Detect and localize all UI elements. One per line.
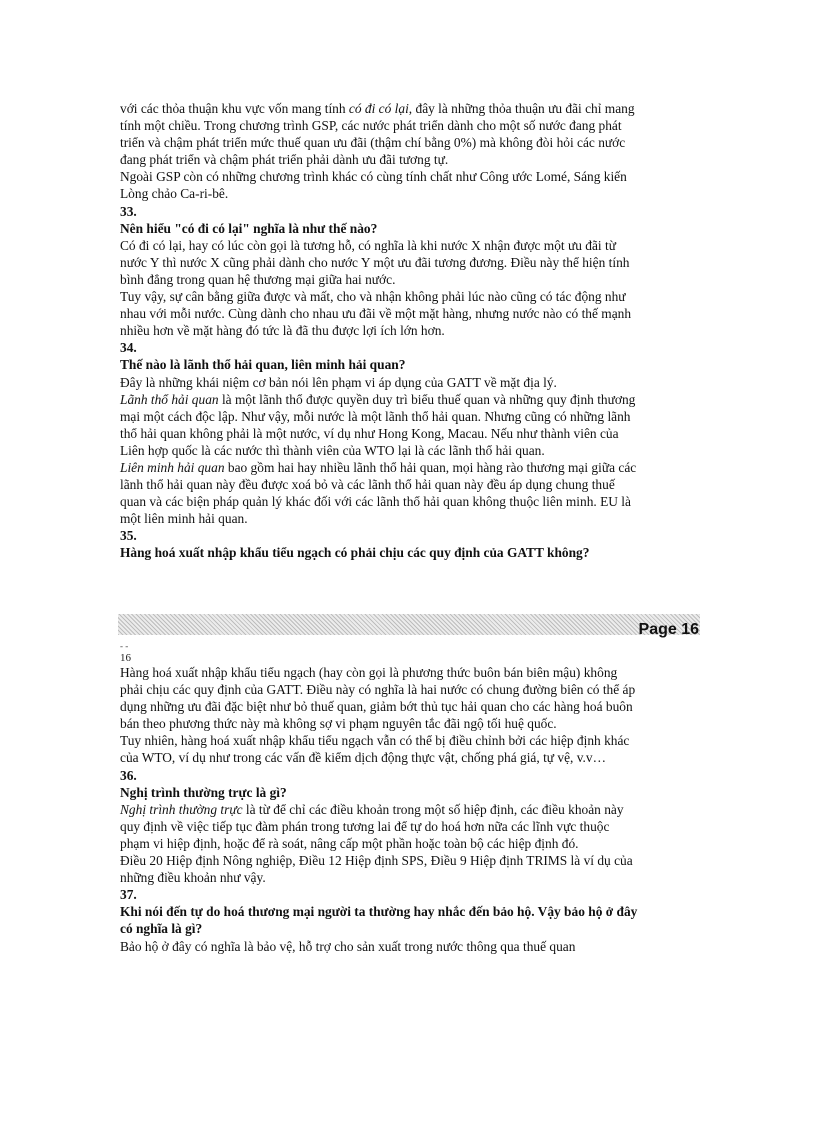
paragraph: Đây là những khái niệm cơ bản nói lên phạm vi áp dụng của GATT về mặt địa lý.: [120, 374, 557, 390]
paragraph: Ngoài GSP còn có những chương trình khác có cùng tính chất như Công ước Lomé, Sáng kiến Lòng chảo Ca-ri-bê.: [120, 169, 627, 202]
paragraph: Có đi có lại, hay có lúc còn gọi là tương hỗ, có nghĩa là khi nước X nhận được một ưu đãi từ nước Y thì nước X cũng phải dành cho nước Y một ưu đãi tương đương. Điều này thể hiện tính bình đẳng trong quan hệ thương mại giữa hai nước.: [120, 237, 630, 287]
page-16-text-block: [120, 664, 640, 955]
paragraph: Bảo hộ ở đây có nghĩa là bảo vệ, hỗ trợ cho sản xuất trong nước thông qua thuế quan: [120, 938, 576, 954]
question-heading: Hàng hoá xuất nhập khẩu tiểu ngạch có phải chịu các quy định của GATT không?: [120, 545, 590, 561]
question-heading: Khi nói đến tự do hoá thương mại người ta thường hay nhắc đến bảo hộ. Vậy bảo hộ ở đây có nghĩa là gì?: [120, 904, 638, 937]
question-heading: Thế nào là lãnh thổ hải quan, liên minh hải quan?: [120, 357, 406, 373]
italic-term: Lãnh thổ hải quan: [120, 391, 219, 407]
question-number: 35.: [120, 528, 137, 544]
italic-term: có đi có lại: [348, 101, 409, 116]
separator-marks: - -: [120, 641, 129, 651]
paragraph: Tuy vậy, sự cân bằng giữa được và mất, cho và nhận không phải lúc nào cũng có tác động như nhau với mỗi nước. Cùng dành cho nhau ưu đãi về một mặt hàng, nhưng nước nào có thế mạnh nhiều hơn về mặt hàng đó tức là đã thu được lợi ích lớn hơn.: [120, 289, 632, 339]
question-heading: Nghị trình thường trực là gì?: [120, 784, 287, 800]
paragraph: với các thỏa thuận khu vực vốn mang tính có đi có lại, đây là những thỏa thuận ưu đãi chỉ mang tính một chiều. Trong chương trình GSP, các nước phát triển dành cho một số nước đang phát triển và chậm phát triển mức thuế quan ưu đãi (thậm chí bằng 0%) mà không đòi hỏi các nước đang phát triển và chậm phát triển phải dành ưu đãi tương tự.: [120, 101, 635, 168]
paragraph: Điều 20 Hiệp định Nông nghiệp, Điều 12 Hiệp định SPS, Điều 9 Hiệp định TRIMS là ví dụ của những điều khoản như vậy.: [120, 853, 633, 886]
page-15-text-block: [120, 100, 640, 562]
question-number: 34.: [120, 340, 137, 356]
page-label: Page 16: [638, 621, 699, 638]
italic-term: Nghị trình thường trực: [120, 801, 243, 817]
page-number: 16: [120, 652, 131, 664]
question-heading: Nên hiểu "có đi có lại" nghĩa là như thế nào?: [120, 220, 378, 236]
paragraph: Tuy nhiên, hàng hoá xuất nhập khẩu tiểu ngạch vẫn có thể bị điều chỉnh bởi các hiệp định khác của WTO, ví dụ như trong các vấn đề kiểm dịch động thực vật, chống phá giá, tự vệ, v.v…: [120, 733, 630, 766]
question-number: 33.: [120, 203, 137, 219]
paragraph: Hàng hoá xuất nhập khẩu tiểu ngạch (hay còn gọi là phương thức buôn bán biên mậu) không phải chịu các quy định của GATT. Điều này có nghĩa là hai nước có chung đường biên có thể áp dụng những ưu đãi đặc biệt như bỏ thuế quan, giảm bớt thủ tục hải quan cho các hàng hoá buôn bán theo phương thức này mà không sợ vi phạm nguyên tắc đãi ngộ tối huệ quốc.: [120, 665, 636, 732]
italic-term: Liên minh hải quan: [120, 459, 225, 475]
question-number: 36.: [120, 767, 137, 783]
page-separator-bar: [118, 614, 700, 635]
paragraph: Nghị trình thường trực là từ để chỉ các điều khoản trong một số hiệp định, các điều khoản này quy định về việc tiếp tục đàm phán trong tương lai để tự do hoá hơn nữa các lĩnh vực thuộc phạm vi hiệp định, hoặc để rà soát, nâng cấp một phần hoặc toàn bộ các hiệp định đó.: [120, 801, 624, 851]
question-number: 37.: [120, 887, 137, 903]
paragraph: Liên minh hải quan bao gồm hai hay nhiều lãnh thổ hải quan, mọi hàng rào thương mại giữa các lãnh thổ hải quan này đều được xoá bỏ và các lãnh thổ hải quan này đều áp dụng chung thuế quan và các biện pháp quản lý khác đối với các lãnh thổ hải quan không thuộc liên minh. EU là một liên minh hải quan.: [120, 459, 637, 527]
paragraph: Lãnh thổ hải quan là một lãnh thổ được quyền duy trì biểu thuế quan và những quy định thương mại một cách độc lập. Như vậy, mỗi nước là một lãnh thổ hải quan. Nhưng cũng có những lãnh thổ hải quan không phải là một nước, ví dụ như Hong Kong, Macau. Nếu như thành viên của Liên hợp quốc là các nước thì thành viên của WTO lại là các lãnh thổ hải quan.: [120, 391, 636, 458]
